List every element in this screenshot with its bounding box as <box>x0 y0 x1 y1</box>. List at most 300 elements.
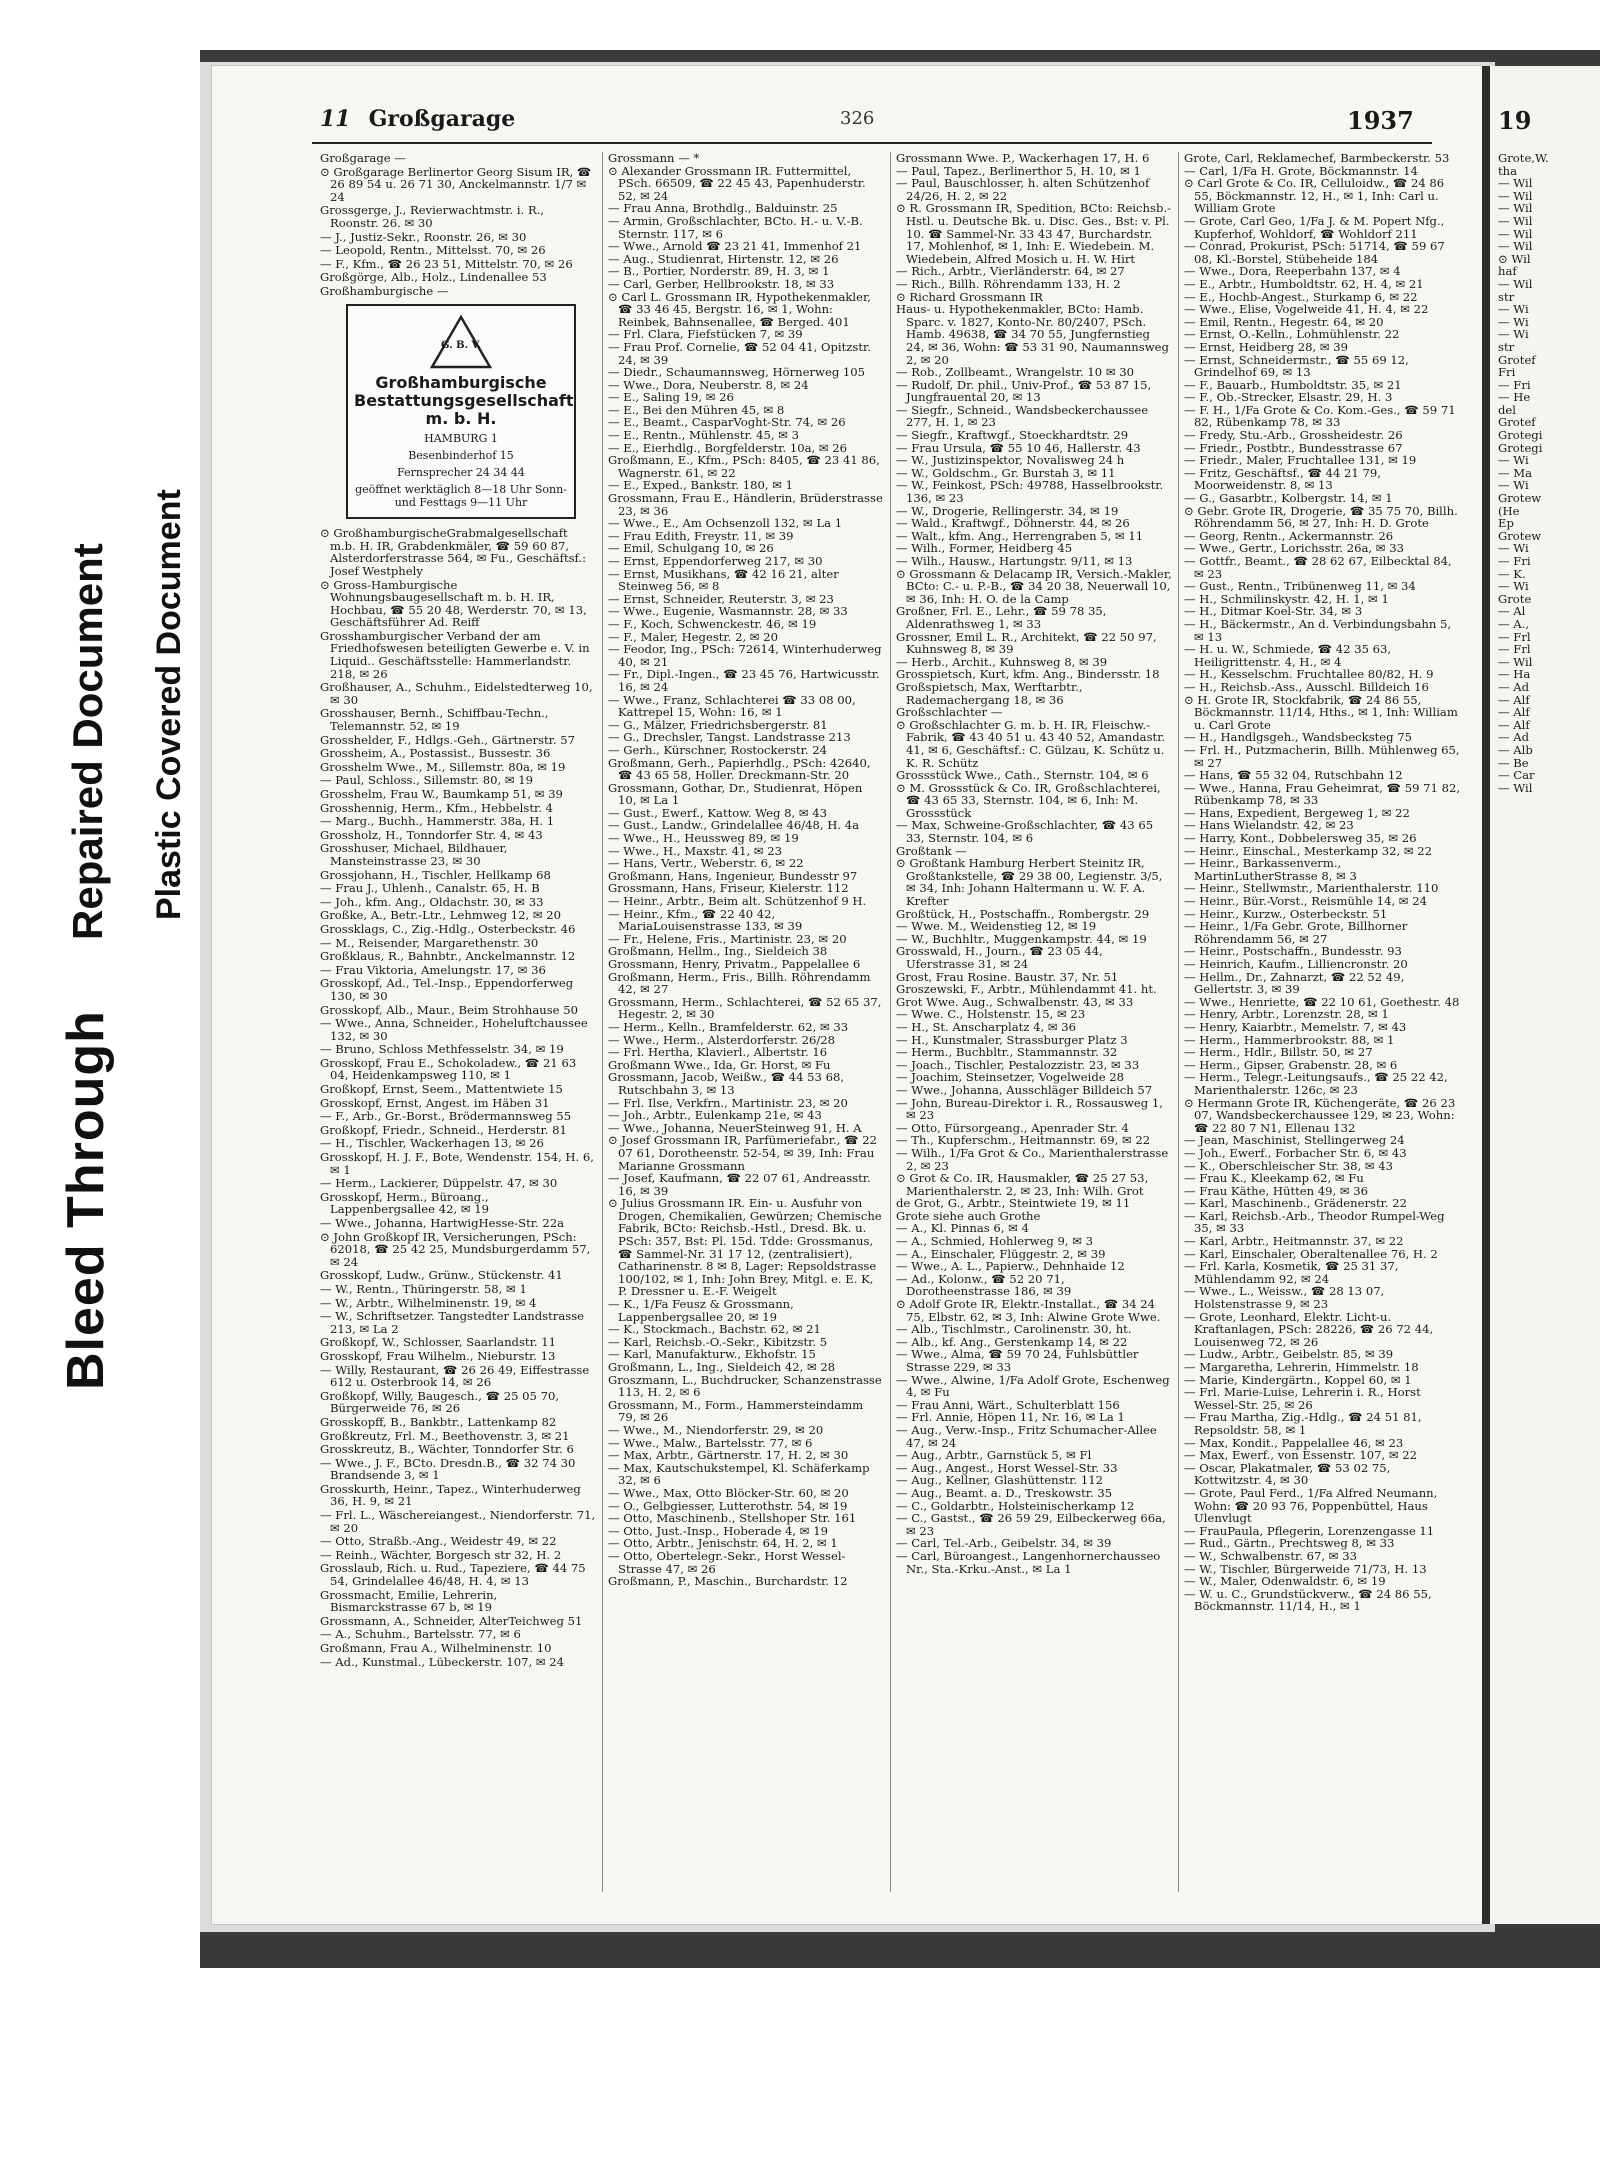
directory-entry: — Alf <box>1498 705 1530 720</box>
directory-entry: — Hans, Expedient, Bergeweg 1, ✉ 22 <box>1184 805 1410 820</box>
directory-entry: — Wwe., Max, Otto Blöcker-Str. 60, ✉ 20 <box>608 1485 849 1500</box>
directory-entry: — A., Kl. Pinnas 6, ✉ 4 <box>896 1221 1029 1236</box>
directory-entry: — E., Bei den Mühren 45, ✉ 8 <box>608 402 785 417</box>
directory-entry: Ep <box>1498 516 1514 531</box>
directory-entry: — Gottfr., Beamt., ☎ 28 62 67, Eilbecktal 84, ✉ 23 <box>1184 554 1452 581</box>
directory-entry: Grosshelder, F., Hdlgs.-Geh., Gärtnerstr. 57 <box>320 732 576 747</box>
directory-entry: — Rudolf, Dr. phil., Univ-Prof., ☎ 53 87 15, Jungfrauental 20, ✉ 13 <box>896 377 1152 405</box>
directory-entry: Großkopf, Willy, Baugesch., ☎ 25 05 70, Bürgerweide 76, ✉ 26 <box>320 1388 560 1416</box>
directory-entry: Grosskopf, Ernst, Angest. im Häben 31 <box>320 1095 550 1110</box>
directory-entry: str <box>1498 289 1515 304</box>
ad-hours: geöffnet werktäglich 8—18 Uhr Sonn- und Festtags 9—11 Uhr <box>355 483 567 510</box>
directory-entry: Großhamburgische — <box>320 283 449 298</box>
directory-entry: — Fr., Dipl.-Ingen., ☎ 23 45 76, Hartwicusstr. 16, ✉ 24 <box>608 667 880 694</box>
directory-entry: — Karl, Maschinenb., Grädenerstr. 22 <box>1184 1196 1408 1211</box>
directory-entry: — E., Beamt., CasparVoght-Str. 74, ✉ 26 <box>608 415 846 430</box>
directory-entry: — Wwe., Johanna, Ausschläger Billdeich 57 <box>896 1082 1153 1097</box>
directory-entry: Grosspietsch, Kurt, kfm. Ang., Bindersstr. 18 <box>896 667 1160 682</box>
directory-entry: — Wil <box>1498 213 1533 228</box>
directory-entry: — F., Kfm., ☎ 26 23 51, Mittelstr. 70, ✉ 26 <box>320 256 573 271</box>
directory-entry: — Grote, Carl Geo, 1/Fa J. & M. Popert Nfg., Kupferhof, Wohldorf, ☎ Wohldorf 211 <box>1184 213 1445 241</box>
directory-entry: — A., Schuhm., Bartelsstr. 77, ✉ 6 <box>320 1627 521 1642</box>
directory-entry: — Wil <box>1498 226 1533 241</box>
directory-entry: — Paul, Tapez., Berlinerthor 5, H. 10, ✉ 1 <box>896 163 1141 178</box>
directory-entry: — Frau Viktoria, Amelungstr. 17, ✉ 36 <box>320 962 546 977</box>
directory-entry: Großmann, L., Ing., Sieldeich 42, ✉ 28 <box>608 1360 836 1374</box>
directory-entry: — W. u. C., Grundstückverw., ☎ 24 86 55, Böckmannstr. 11/14, H., ✉ 1 <box>1184 1586 1432 1614</box>
directory-entry: — W., Goldschm., Gr. Burstah 3, ✉ 11 <box>896 465 1116 480</box>
directory-entry: ⊙ R. Grossmann IR, Spedition, BCto: Reichsb.-Hstl. u. Deutsche Bk. u. Disc. Ges., Bst: v. Pl. 10. ☎ Sammel-Nr. 33 43 47, Burchardstr. 17, Mohlenhof, ✉ 1, Inh: E. Wiedebein. M. Wiedebein, Alfred Mosich u. H. W. Hirt <box>896 201 1171 266</box>
directory-entry: — Gerh., Kürschner, Rostockerstr. 24 <box>608 742 827 757</box>
directory-entry: — Herm., Hdlr., Billstr. 50, ✉ 27 <box>1184 1045 1373 1060</box>
directory-entry: Grotegi <box>1498 428 1543 443</box>
directory-entry: — E., Saling 19, ✉ 26 <box>608 390 734 405</box>
directory-entry: — F., Bauarb., Humboldtstr. 35, ✉ 21 <box>1184 377 1402 392</box>
directory-entry: — Frl. Hertha, Klavierl., Albertstr. 16 <box>608 1045 828 1060</box>
ad-phone: Fernsprecher 24 34 44 <box>397 466 525 480</box>
directory-entry: — Joach., Tischler, Pestalozzistr. 23, ✉ 33 <box>896 1057 1140 1072</box>
directory-entry: — Carl, Gerber, Hellbrookstr. 18, ✉ 33 <box>608 276 835 291</box>
directory-entry: — Alb <box>1498 742 1533 757</box>
column-1-entries <box>320 152 596 298</box>
directory-entry: — Wwe., Arnold ☎ 23 21 41, Immenhof 21 <box>608 239 862 254</box>
directory-entry: Großke, A., Betr.-Ltr., Lehmweg 12, ✉ 20 <box>320 908 561 923</box>
directory-entry: — Wwe. M., Weidenstieg 12, ✉ 19 <box>896 919 1097 934</box>
directory-entry: — Ernst, Musikhans, ☎ 42 16 21, alter Steinweg 56, ✉ 8 <box>608 566 839 594</box>
directory-entry: — Carl, Tel.-Arb., Geibelstr. 34, ✉ 39 <box>896 1536 1112 1551</box>
directory-entry: Fri <box>1498 365 1516 380</box>
directory-entry: ⊙ Carl Grote & Co. IR, Celluloidw., ☎ 24 86 55, Böckmannstr. 12, H., ✉ 1, Inh: Carl u. William Grote <box>1184 176 1445 216</box>
directory-entry: — Wwe., Malw., Bartelsstr. 77, ✉ 6 <box>608 1435 813 1450</box>
directory-entry: — Alb., kf. Ang., Gerstenkamp 14, ✉ 22 <box>896 1334 1128 1349</box>
directory-entry: Großkopf, Ernst, Seem., Mattentwiete 15 <box>320 1082 563 1097</box>
directory-entry: — Wi <box>1498 478 1529 493</box>
directory-entry: Grossmann Wwe. P., Wackerhagen 17, H. 6 <box>896 152 1150 165</box>
directory-entry: ⊙ Grossmann & Delacamp IR, Versich.-Makler, BCto: C.- u. P.-B., ☎ 34 20 38, Neuerwall 10, ✉ 36, Inh: H. O. de la Camp <box>896 566 1172 606</box>
directory-entry: — Gust., Ewerf., Kattow. Weg 8, ✉ 43 <box>608 805 828 820</box>
directory-entry: — Marie, Kindergärtn., Koppel 60, ✉ 1 <box>1184 1372 1412 1387</box>
directory-entry: Großmann, Frau A., Wilhelminenstr. 10 <box>320 1641 552 1655</box>
directory-entry: — Heinr., Arbtr., Beim alt. Schützenhof 9 H. <box>608 894 867 909</box>
directory-entry: — Fr., Helene, Fris., Martinistr. 23, ✉ 20 <box>608 931 847 946</box>
directory-entry: Groszmann, L., Buchdrucker, Schanzenstrasse 113, H. 2, ✉ 6 <box>608 1372 882 1400</box>
directory-entry: — Wilh., Hausw., Hartungstr. 9/11, ✉ 13 <box>896 554 1133 568</box>
directory-entry: ⊙ Adolf Grote IR, Elektr.-Installat., ☎ 34 24 75, Elbstr. 62, ✉ 3, Inh: Alwine Grote Wwe. <box>896 1297 1161 1324</box>
directory-entry: — Fri <box>1498 377 1531 392</box>
directory-entry: Grosskopf, Frau Wilhelm., Nieburstr. 13 <box>320 1348 556 1363</box>
directory-entry: — Herm., Hammerbrookstr. 88, ✉ 1 <box>1184 1032 1395 1047</box>
directory-entry: — Joh., kfm. Ang., Oldachstr. 30, ✉ 33 <box>320 894 544 909</box>
directory-entry: — Rich., Billh. Röhrendamm 133, H. 2 <box>896 276 1121 291</box>
directory-entry: — Otto, Just.-Insp., Hoberade 4, ✉ 19 <box>608 1523 828 1538</box>
directory-entry: Großmann, E., Kfm., PSch: 8405, ☎ 23 41 86, Wagnerstr. 61, ✉ 22 <box>608 453 880 480</box>
directory-entry: — Frau Edith, Freystr. 11, ✉ 39 <box>608 528 794 543</box>
directory-entry: Grotef <box>1498 352 1536 367</box>
directory-entry: — He <box>1498 390 1531 405</box>
directory-entry: — Conrad, Prokurist, PSch: 51714, ☎ 59 67 08, Kl.-Borstel, Stübeheide 184 <box>1184 239 1445 266</box>
plastic-covered-label: Plastic Covered Document <box>150 489 188 920</box>
facing-page <box>1490 66 1600 1924</box>
directory-entry: — Otto, Straßb.-Ang., Weidestr 49, ✉ 22 <box>320 1534 557 1549</box>
directory-entry: — Willy, Restaurant, ☎ 26 26 49, Eiffestrasse 612 u. Osterbrook 14, ✉ 26 <box>320 1362 590 1390</box>
directory-entry: — Armin, Großschlachter, BCto. H.- u. V.-B. Sternstr. 117, ✉ 6 <box>608 213 863 241</box>
directory-page <box>212 66 1482 1924</box>
directory-entry: — Wwe., Johanna, NeuerSteinweg 91, H. A <box>608 1120 862 1135</box>
directory-entry: Großtück, H., Postschaffn., Rombergstr. 29 <box>896 906 1150 921</box>
directory-entry: ⊙ Alexander Grossmann IR. Futtermittel, PSch. 66509, ☎ 22 45 43, Papenhuderstr. 52, ✉ 24 <box>608 163 866 203</box>
directory-entry: Grot Wwe. Aug., Schwalbenstr. 43, ✉ 33 <box>896 994 1134 1009</box>
directory-entry: Grosskopf, Ad., Tel.-Insp., Eppendorferweg 130, ✉ 30 <box>320 976 574 1003</box>
directory-entry: — Wi <box>1498 302 1529 317</box>
directory-entry: — Carl, 1/Fa H. Grote, Böckmannstr. 14 <box>1184 163 1418 178</box>
directory-entry: — Car <box>1498 768 1535 783</box>
directory-entry: Grotef <box>1498 415 1536 430</box>
directory-entry: Grosshuser, Michael, Bildhauer, Mansteinstrasse 23, ✉ 30 <box>320 841 508 868</box>
directory-entry: — Wwe. C., Holstenstr. 15, ✉ 23 <box>896 1007 1086 1022</box>
directory-entry: — Heinr., Postschaffn., Bundesstr. 93 <box>1184 944 1402 959</box>
directory-entry: — W., Buchhltr., Muggenkampstr. 44, ✉ 19 <box>896 931 1147 946</box>
directory-entry: Großner, Frl. E., Lehr., ☎ 59 78 35, Aldenrathsweg 1, ✉ 33 <box>896 604 1107 631</box>
directory-entry: — Wwe., Hanna, Frau Geheimrat, ☎ 59 71 82, Rübenkamp 78, ✉ 33 <box>1184 780 1460 808</box>
directory-entry: — F. H., 1/Fa Grote & Co. Kom.-Ges., ☎ 59 71 82, Rübenkamp 78, ✉ 33 <box>1184 402 1456 430</box>
directory-entry: Großmann, P., Maschin., Burchardstr. 12 <box>608 1574 848 1589</box>
logo-text: G. B. V. <box>440 340 482 352</box>
directory-entry: Grossmann, A., Schneider, AlterTeichweg 51 <box>320 1613 583 1628</box>
directory-entry: — Siegfr., Schneid., Wandsbeckerchaussee 277, H. 1, ✉ 23 <box>896 402 1149 430</box>
directory-entry: — Wi <box>1498 314 1529 329</box>
directory-entry: Grosskopf, Frau E., Schokoladew., ☎ 21 63 04, Heidenkampsweg 110, ✉ 1 <box>320 1055 577 1083</box>
directory-entry: — Ernst, Schneidermstr., ☎ 55 69 12, Grindelhof 69, ✉ 13 <box>1184 352 1409 380</box>
directory-entry: — Frau Prof. Cornelie, ☎ 52 04 41, Opitzstr. 24, ✉ 39 <box>608 339 871 367</box>
column-2 <box>608 152 884 1892</box>
directory-entry: ⊙ Josef Grossmann IR, Parfümeriefabr., ☎ 22 07 61, Dorotheenstr. 52-54, ✉ 39, Inh: Frau Marianne Grossmann <box>608 1133 877 1173</box>
directory-entry: — Georg, Rentn., Ackermannstr. 26 <box>1184 528 1394 543</box>
directory-entry: — Heinr., Einschal., Mesterkamp 32, ✉ 22 <box>1184 843 1433 858</box>
directory-entry: — Wi <box>1498 579 1529 594</box>
directory-entry: — Herm., Buchbltr., Stammannstr. 32 <box>896 1045 1118 1060</box>
directory-entry: — F., Arb., Gr.-Borst., Brödermannsweg 55 <box>320 1109 572 1124</box>
directory-entry: — K., 1/Fa Feusz & Grossmann, Lappenbergsallee 20, ✉ 19 <box>608 1297 794 1324</box>
directory-entry: — Herm., Gipser, Grabenstr. 28, ✉ 6 <box>1184 1057 1398 1072</box>
directory-entry: Grossmann, Jacob, Weißw., ☎ 44 53 68, Rutschbahn 3, ✉ 13 <box>608 1070 845 1097</box>
directory-entry: — K., Oberschleischer Str. 38, ✉ 43 <box>1184 1158 1394 1173</box>
directory-entry: — Max, Ewerf., von Essenstr. 107, ✉ 22 <box>1184 1448 1417 1463</box>
directory-entry: Grotew <box>1498 491 1542 506</box>
directory-entry: Grossmacht, Emilie, Lehrerin, Bismarckstrasse 67 b, ✉ 19 <box>320 1587 498 1615</box>
directory-entry: — Wwe., M., Niendorferstr. 29, ✉ 20 <box>608 1422 824 1437</box>
directory-entry: — Wil <box>1498 654 1533 669</box>
directory-entry: — Heinr., Stellwmstr., Marienthalerstr. 110 <box>1184 881 1439 896</box>
directory-entry: — Karl, Einschaler, Oberaltenallee 76, H. 2 <box>1184 1246 1438 1261</box>
directory-entry: — Wwe., E., Am Ochsenzoll 132, ✉ La 1 <box>608 516 843 531</box>
column-2-entries <box>608 152 884 1588</box>
directory-entry: Grossstück Wwe., Cath., Sternstr. 104, ✉ 6 <box>896 768 1149 783</box>
directory-entry: — Frl. Clara, Fiefstücken 7, ✉ 39 <box>608 327 803 342</box>
directory-entry: — Wwe., Alwine, 1/Fa Adolf Grote, Eschenweg 4, ✉ Fu <box>896 1372 1170 1400</box>
directory-entry: — H., Kunstmaler, Strassburger Platz 3 <box>896 1032 1128 1047</box>
directory-entry: — W., Justizinspektor, Novalisweg 24 h <box>896 453 1125 468</box>
directory-entry: Grossmann, Herm., Schlachterei, ☎ 52 65 37, Hegestr. 2, ✉ 30 <box>608 994 882 1022</box>
directory-entry: — K., Stockmach., Bachstr. 62, ✉ 21 <box>608 1322 821 1337</box>
directory-entry: — Wi <box>1498 453 1529 468</box>
directory-entry: — E., Exped., Bankstr. 180, ✉ 1 <box>608 478 794 493</box>
directory-entry: — Paul, Schloss., Sillemstr. 80, ✉ 19 <box>320 773 534 788</box>
column-4-entries <box>1184 152 1460 1613</box>
directory-entry: Grosskopf, Alb., Maur., Beim Strohhause 50 <box>320 1002 578 1017</box>
directory-entry: — W., Drogerie, Rellingerstr. 34, ✉ 19 <box>896 503 1119 518</box>
directory-entry: — W., Schwalbenstr. 67, ✉ 33 <box>1184 1548 1357 1563</box>
directory-entry: Grote, Carl, Reklamechef, Barmbeckerstr. 53 <box>1184 152 1450 165</box>
directory-entry: — Wi <box>1498 327 1529 342</box>
directory-entry: — Wwe., Gertr., Lorichsstr. 26a, ✉ 33 <box>1184 541 1404 556</box>
column-4 <box>1184 152 1460 1892</box>
directory-entry: Grosshelm Wwe., M., Sillemstr. 80a, ✉ 19 <box>320 759 566 774</box>
directory-entry: ⊙ Richard Grossmann IR <box>896 289 1043 304</box>
directory-entry: — Herm., Lackierer, Düppelstr. 47, ✉ 30 <box>320 1176 558 1191</box>
directory-entry: — Otto, Arbtr., Jenischstr. 64, H. 2, ✉ 1 <box>608 1536 838 1551</box>
directory-entry: — Heinr., Barkassenverm., MartinLutherStrasse 8, ✉ 3 <box>1184 856 1357 883</box>
directory-entry: — Alf <box>1498 717 1530 732</box>
directory-entry: — W., Arbtr., Wilhelminenstr. 19, ✉ 4 <box>320 1295 537 1310</box>
directory-entry: — Frl. L., Wäschereiangest., Niendorferstr. 71, ✉ 20 <box>320 1508 596 1535</box>
directory-entry: — Paul, Bauschlosser, h. alten Schützenhof 24/26, H. 2, ✉ 22 <box>896 176 1150 203</box>
directory-entry: — Henry, Arbtr., Lorenzstr. 28, ✉ 1 <box>1184 1007 1389 1022</box>
directory-entry: — Wwe., Henriette, ☎ 22 10 61, Goethestr. 48 <box>1184 994 1460 1009</box>
directory-entry: — Wilh., 1/Fa Grot & Co., Marienthalerstrasse 2, ✉ 23 <box>896 1145 1169 1173</box>
directory-entry: — Ernst, O.-Kelln., Lohmühlenstr. 22 <box>1184 327 1400 342</box>
directory-entry: — Al <box>1498 604 1526 619</box>
directory-entry: — Herb., Archit., Kuhnsweg 8, ✉ 39 <box>896 654 1108 669</box>
directory-entry: — J., Justiz-Sekr., Roonstr. 26, ✉ 30 <box>320 229 527 244</box>
directory-entry: — E., Eierhdlg., Borgfelderstr. 10a, ✉ 26 <box>608 440 848 455</box>
directory-entry: — Wil <box>1498 201 1533 216</box>
directory-entry: ⊙ M. Grossstück & Co. IR, Großschlachterei, ☎ 43 65 33, Sternstr. 104, ✉ 6, Inh: M. Grossstück <box>896 780 1161 820</box>
directory-entry: — M., Reisender, Margarethenstr. 30 <box>320 935 539 950</box>
directory-entry: — Ernst, Schneider, Reuterstr. 3, ✉ 23 <box>608 591 834 606</box>
directory-entry: — B., Portier, Norderstr. 89, H. 3, ✉ 1 <box>608 264 830 279</box>
label-strip <box>0 50 200 1968</box>
directory-entry: ⊙ Großschlachter G. m. b. H. IR, Fleischw.-Fabrik, ☎ 43 40 51 u. 43 40 52, Amandastr. 41, ✉ 6, Geschäftsf.: C. Gülzau, K. Schütz u. K. R. Schütz <box>896 717 1166 770</box>
directory-entry: — Frl. Ilse, Verkfrn., Martinistr. 23, ✉ 20 <box>608 1095 848 1110</box>
directory-entry: — Frau Martha, Zig.-Hdlg., ☎ 24 51 81, Repsoldstr. 58, ✉ 1 <box>1184 1410 1422 1437</box>
directory-entry: — Wil <box>1498 188 1533 203</box>
directory-entry: — Heinr., 1/Fa Gebr. Grote, Billhorner Röhrendamm 56, ✉ 27 <box>1184 919 1408 946</box>
directory-entry: Haus- u. Hypothekenmakler, BCto: Hamb. Sparc. v. 1827, Konto-Nr. 80/2407, PSch. Hamb. 49638, ☎ 34 70 55, Jungfernstieg 24, ✉ 36, Wohn: ☎ 53 31 90, Naumannsweg 2, ✉ 20 <box>896 302 1169 367</box>
directory-entry: — G., Gasarbtr., Kolbergstr. 14, ✉ 1 <box>1184 491 1393 506</box>
directory-entry: — Wi <box>1498 541 1529 556</box>
advertisement-box <box>346 304 576 520</box>
directory-entry: — Frau J., Uhlenh., Canalstr. 65, H. B <box>320 881 540 896</box>
directory-entry: — Frau Ursula, ☎ 55 10 46, Hallerstr. 43 <box>896 440 1141 455</box>
bleed-through-label: Bleed Through <box>57 1010 115 1390</box>
top-margin <box>0 0 1600 50</box>
directory-entry: — A., Schmied, Hohlerweg 9, ✉ 3 <box>896 1234 1094 1249</box>
directory-entry: ⊙ Großtank Hamburg Herbert Steinitz IR, Großtankstelle, ☎ 29 38 00, Legienstr. 3/5, ✉ 34, Inh: Johann Haltermann u. W. F. A. Krefter <box>896 856 1163 909</box>
directory-entry: — Wil <box>1498 176 1533 191</box>
directory-entry: — Otto, Maschinenb., Stellshoper Str. 161 <box>608 1511 857 1526</box>
directory-entry: — Leopold, Rentn., Mittelsst. 70, ✉ 26 <box>320 243 546 258</box>
directory-entry: — Reinh., Wächter, Borgesch str 32, H. 2 <box>320 1547 562 1562</box>
directory-entry: — H., Tischler, Wackerhagen 13, ✉ 26 <box>320 1136 544 1151</box>
directory-entry: Großkopf, Friedr., Schneid., Herderstr. 81 <box>320 1122 567 1137</box>
page-number: 326 <box>840 108 875 129</box>
directory-entry: — Frl <box>1498 629 1531 644</box>
directory-entry: — Hans Wielandstr. 42, ✉ 23 <box>1184 818 1354 833</box>
directory-entry: — H., Bäckermstr., An d. Verbindungsbahn 5, ✉ 13 <box>1184 616 1452 644</box>
directory-entry: — Wwe., A. L., Papierw., Dehnhaide 12 <box>896 1259 1125 1274</box>
directory-entry: — Joh., Arbtr., Eulenkamp 21e, ✉ 43 <box>608 1108 822 1123</box>
directory-entry: — Aug., Arbtr., Garnstück 5, ✉ Fl <box>896 1448 1092 1463</box>
directory-entry: — W., Maler, Odenwaldstr. 6, ✉ 19 <box>1184 1574 1386 1589</box>
directory-entry: — Henry, Kaiarbtr., Memelstr. 7, ✉ 43 <box>1184 1019 1407 1034</box>
directory-entry: Grosswald, H., Journ., ☎ 23 05 44, Uferstrasse 31, ✉ 24 <box>896 944 1103 971</box>
directory-entry: — Friedr., Postbtr., Bundesstrasse 67 <box>1184 440 1403 455</box>
directory-entry: Grosshamburgischer Verband der am Friedhofswesen beteiligten Gewerbe e. V. in Liquid.. Geschäftsstelle: Hammerlandstr. 218, ✉ 26 <box>320 628 590 681</box>
section-title: Großgarage <box>368 106 516 132</box>
directory-entry: ⊙ GroßhamburgischeGrabmalgesellschaft m.b. H. IR, Grabdenkmäler, ☎ 59 60 87, Alsterdorferstrasse 564, ✉ Fu., Geschäftsf.: Josef Westphely <box>320 526 587 578</box>
directory-entry: — Th., Kupferschm., Heitmannstr. 69, ✉ 22 <box>896 1133 1151 1148</box>
directory-entry: — Gust., Landw., Grindelallee 46/48, H. 4a <box>608 818 860 833</box>
directory-entry: — Frl. H., Putzmacherin, Billh. Mühlenweg 65, ✉ 27 <box>1184 742 1460 770</box>
directory-entry: — Friedr., Maler, Fruchtallee 131, ✉ 19 <box>1184 453 1417 468</box>
directory-entry: — H., Kesselschm. Fruchtallee 80/82, H. 9 <box>1184 667 1434 682</box>
directory-entry: str <box>1498 339 1515 354</box>
directory-entry: — H., Reichsb.-Ass., Ausschl. Billdeich 16 <box>1184 679 1429 694</box>
directory-entry: — E., Arbtr., Humboldtstr. 62, H. 4, ✉ 21 <box>1184 276 1424 291</box>
directory-entry: — Emil, Schulgang 10, ✉ 26 <box>608 541 774 556</box>
directory-entry: — H. u. W., Schmiede, ☎ 42 35 63, Heiligrittenstr. 4, H., ✉ 4 <box>1184 642 1392 669</box>
directory-entry: — Ma <box>1498 465 1533 480</box>
directory-entry: — Wwe., J. F., BCto. Dresdn.B., ☎ 32 74 30 Brandsende 3, ✉ 1 <box>320 1455 576 1483</box>
directory-entry: Grossmann, Gothar, Dr., Studienrat, Höpen 10, ✉ La 1 <box>608 780 863 808</box>
directory-entry: — Alf <box>1498 692 1530 707</box>
directory-entry: — Grote, Leonhard, Elektr. Licht-u. Kraftanlagen, PSch: 28226, ☎ 26 72 44, Louisenweg 72, ✉ 26 <box>1184 1309 1434 1349</box>
directory-entry: — Ha <box>1498 667 1531 682</box>
directory-entry: — Karl, Reichsb.-O.-Sekr., Kibitzstr. 5 <box>608 1334 828 1349</box>
directory-entry: — Frl. Annie, Höpen 11, Nr. 16, ✉ La 1 <box>896 1410 1125 1425</box>
directory-entry: Grossner, Emil L. R., Architekt, ☎ 22 50 97, Kuhnsweg 8, ✉ 39 <box>896 629 1157 657</box>
directory-entry: — Diedr., Schaumannsweg, Hörnerweg 105 <box>608 365 866 380</box>
directory-entry: — Wwe., Franz, Schlachterei ☎ 33 08 00, Kattrepel 15, Wohn: 16, ✉ 1 <box>608 692 856 720</box>
directory-entry: — Hans, ☎ 55 32 04, Rutschbahn 12 <box>1184 768 1403 783</box>
ad-city: HAMBURG 1 <box>424 432 498 446</box>
directory-entry: — H., Ditmar Koel-Str. 34, ✉ 3 <box>1184 604 1363 619</box>
directory-entry: — Wwe., Alma, ☎ 59 70 24, Fuhlsbüttler Strasse 229, ✉ 33 <box>896 1347 1139 1374</box>
directory-entry: — Aug., Studienrat, Hirtenstr. 12, ✉ 26 <box>608 251 839 266</box>
directory-entry: — Bruno, Schloss Methfesselstr. 34, ✉ 19 <box>320 1042 564 1057</box>
directory-entry: — Frau K., Kleekamp 62, ✉ Fu <box>1184 1171 1364 1186</box>
directory-entry: Grossmann — * <box>608 152 700 165</box>
directory-entry: — Frau Anni, Wärt., Schulterblatt 156 <box>896 1397 1120 1412</box>
directory-entry: — Wil <box>1498 239 1533 254</box>
directory-entry: — C., Goldarbtr., Holsteinischerkamp 12 <box>896 1498 1135 1513</box>
directory-entry: — G., Mälzer, Friedrichsbergerstr. 81 <box>608 717 828 732</box>
directory-entry: — Feodor, Ing., PSch: 72614, Winterhuderweg 40, ✉ 21 <box>608 642 882 669</box>
directory-entry: Großgörge, Alb., Holz., Lindenallee 53 <box>320 270 547 285</box>
directory-entry: — Wwe., Anna, Schneider., Hoheluftchaussee 132, ✉ 30 <box>320 1016 588 1043</box>
directory-entry: — F., Koch, Schwenckestr. 46, ✉ 19 <box>608 616 817 631</box>
directory-entry: (He <box>1498 503 1520 518</box>
directory-entry: — Fritz, Geschäftsf., ☎ 44 21 79, Moorweidenstr. 8, ✉ 13 <box>1184 465 1381 493</box>
directory-entry: Grossmann, M., Form., Hammersteindamm 79, ✉ 26 <box>608 1397 864 1425</box>
directory-entry: — John, Bureau-Direktor i. R., Rossausweg 1, ✉ 23 <box>896 1095 1163 1123</box>
directory-entry: — A., <box>1498 616 1530 631</box>
directory-entry: — Frl <box>1498 642 1531 657</box>
directory-entry: Grosskopf, Herm., Büroang., Lappenbergsallee 42, ✉ 19 <box>320 1189 489 1217</box>
directory-entry: — G., Drechsler, Tangst. Landstrasse 213 <box>608 730 851 745</box>
directory-entry: — Margaretha, Lehrerin, Himmelstr. 18 <box>1184 1360 1419 1374</box>
directory-entry: Großmann, Herm., Fris., Billh. Röhrendamm 42, ✉ 27 <box>608 969 871 997</box>
directory-entry: — Oscar, Plakatmaler, ☎ 53 02 75, Kottwitzstr. 4, ✉ 30 <box>1184 1460 1391 1488</box>
directory-entry: — Wil <box>1498 276 1533 291</box>
directory-entry: del <box>1498 402 1516 417</box>
directory-entry: — Karl, Arbtr., Heitmannstr. 37, ✉ 22 <box>1184 1234 1404 1249</box>
column-divider <box>890 152 891 1892</box>
directory-entry: — Frl. Karla, Kosmetik, ☎ 25 31 37, Mühlendamm 92, ✉ 24 <box>1184 1259 1399 1286</box>
directory-entry: — Herm., Telegr.-Leitungsaufs., ☎ 25 22 42, Marienthalerstr. 126c, ✉ 23 <box>1184 1070 1448 1097</box>
directory-entry: — Wwe., Johanna, HartwigHesse-Str. 22a <box>320 1216 565 1230</box>
directory-entry: — Wil <box>1498 780 1533 795</box>
directory-entry: Grote,W. <box>1498 151 1549 165</box>
directory-entry: — Aug., Angest., Horst Wessel-Str. 33 <box>896 1460 1118 1475</box>
directory-entry: — Wwe., Elise, Vogelweide 41, H. 4, ✉ 22 <box>1184 302 1429 317</box>
bottom-margin <box>0 1968 1600 2177</box>
directory-entry: — Heinr., Kfm., ☎ 22 40 42, MariaLouisenstrasse 133, ✉ 39 <box>608 906 803 934</box>
column-3-entries <box>896 152 1172 1575</box>
directory-entry: — Ad <box>1498 730 1530 745</box>
directory-entry: Groszewski, F., Arbtr., Mühlendammt 41. ht. <box>896 982 1157 997</box>
directory-entry: — Alb., Tischlmstr., Carolinenstr. 30, ht. <box>896 1322 1132 1337</box>
directory-entry: Großkreutz, Frl. M., Beethovenstr. 3, ✉ 21 <box>320 1428 570 1443</box>
facing-page-entries <box>1498 152 1549 794</box>
directory-entry: haf <box>1498 264 1517 279</box>
directory-entry: — Aug., Beamt. a. D., Treskowstr. 35 <box>896 1485 1113 1500</box>
directory-entry: — Hans, Vertr., Weberstr. 6, ✉ 22 <box>608 856 804 871</box>
directory-entry: Großmann, Hellm., Ing., Sieldeich 38 <box>608 944 828 959</box>
directory-entry: — Wwe., Eugenie, Wasmannstr. 28, ✉ 33 <box>608 604 848 619</box>
book-gutter <box>1482 66 1490 1924</box>
directory-entry: — Walt., kfm. Ang., Herrengraben 5, ✉ 11 <box>896 528 1144 543</box>
column-divider <box>1178 152 1179 1892</box>
directory-entry: — Ad <box>1498 679 1530 694</box>
directory-entry: Grossheim, A., Postassist., Bussestr. 36 <box>320 746 551 761</box>
directory-entry: — Fri <box>1498 554 1531 568</box>
directory-entry: — E., Hochb-Angest., Sturkamp 6, ✉ 22 <box>1184 289 1418 304</box>
directory-entry: — Ernst, Heidberg 28, ✉ 39 <box>1184 339 1349 354</box>
directory-entry: — Max, Kautschukstempel, Kl. Schäferkamp 32, ✉ 6 <box>608 1460 870 1488</box>
directory-entry: — W., Tischler, Bürgerweide 71/73, H. 13 <box>1184 1561 1427 1576</box>
header-rule <box>312 142 1432 144</box>
directory-entry: Grossgerge, J., Revierwachtmstr. i. R., Roonstr. 26. ✉ 30 <box>320 203 545 230</box>
directory-entry: — FrauPaula, Pflegerin, Lorenzengasse 11 <box>1184 1523 1435 1538</box>
directory-entry: Grossklags, C., Zig.-Hdlg., Osterbeckstr. 46 <box>320 921 576 936</box>
directory-entry: Grotegi <box>1498 440 1543 455</box>
directory-entry: ⊙ Gross-Hamburgische Wohnungsbaugesellschaft m. b. H. IR, Hochbau, ☎ 55 20 48, Werderstr. 70, ✉ 13, Geschäftsführer Ad. Reiff <box>320 577 587 630</box>
directory-entry: — Otto, Obertelegr.-Sekr., Horst Wessel-Strasse 47, ✉ 26 <box>608 1548 846 1576</box>
directory-entry: — F., Maler, Hegestr. 2, ✉ 20 <box>608 629 778 644</box>
directory-entry: — E., Rentn., Mühlenstr. 45, ✉ 3 <box>608 428 800 443</box>
directory-entry: Grosskopf, H. J. F., Bote, Wendenstr. 154, H. 6, ✉ 1 <box>320 1150 594 1177</box>
directory-entry: — Josef, Kaufmann, ☎ 22 07 61, Andreasstr. 16, ✉ 39 <box>608 1171 871 1198</box>
directory-entry: Großmann, Hans, Ingenieur, Bundesstr 97 <box>608 868 858 883</box>
directory-entry: — Grote, Paul Ferd., 1/Fa Alfred Neumann, Wohn: ☎ 20 93 76, Poppenbüttel, Haus Ulenvlugt <box>1184 1485 1438 1526</box>
directory-entry: ⊙ Großgarage Berlinertor Georg Sisum IR, ☎ 26 89 54 u. 26 71 30, Anckelmannstr. 1/7 ✉ 24 <box>320 164 592 204</box>
directory-entry: — Rob., Zollbeamt., Wrangelstr. 10 ✉ 30 <box>896 365 1134 380</box>
directory-entry: — Joh., Ewerf., Forbacher Str. 6, ✉ 43 <box>1184 1145 1407 1160</box>
directory-entry: Grossmann, Frau E., Händlerin, Brüderstrasse 23, ✉ 36 <box>608 491 883 518</box>
directory-entry: — Frau Anna, Brothdlg., Balduinstr. 25 <box>608 201 838 216</box>
repaired-document-label: Repaired Document <box>64 543 111 940</box>
